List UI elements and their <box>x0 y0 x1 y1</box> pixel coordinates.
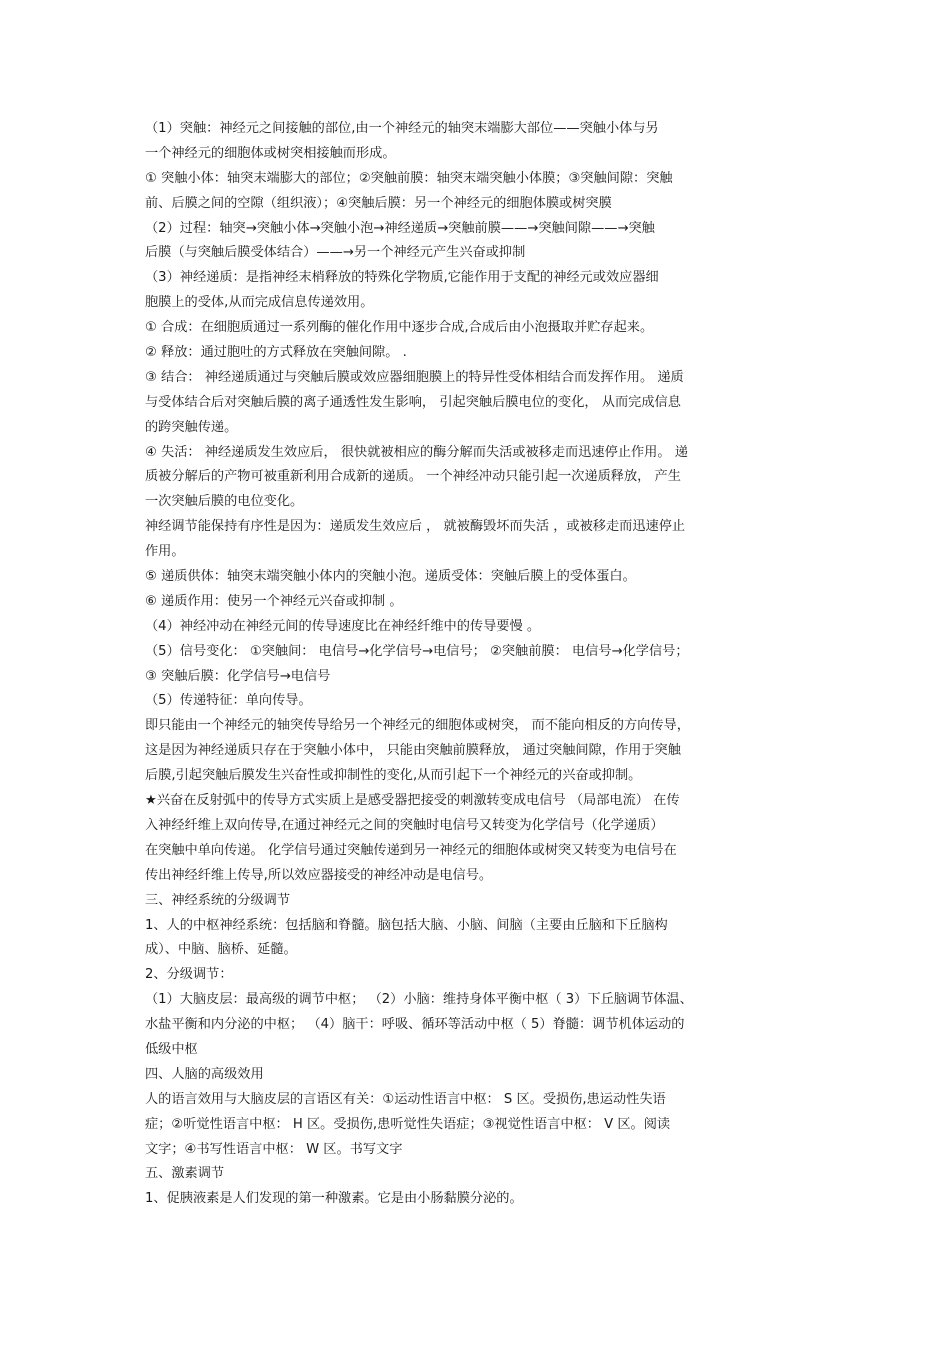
text-line: 在突触中单向传递。 化学信号通过突触传递到另一神经元的细胞体或树突又转变为电信号在 <box>145 842 677 858</box>
text-line: 水盐平衡和内分泌的中枢； （4）脑干：呼吸、循环等活动中枢（ 5）脊髓：调节机体运动的 <box>145 1017 685 1033</box>
text-line: ① 合成：在细胞质通过一系列酶的催化作用中逐步合成,合成后由小泡摄取并贮存起来。 <box>145 320 654 336</box>
text-line: （1）突触：神经元之间接触的部位,由一个神经元的轴突末端膨大部位——突触小体与另 <box>145 121 659 136</box>
text-line: 低级中枢 <box>145 1041 198 1057</box>
text-line: ③ 突触后膜：化学信号→电信号 <box>145 668 331 684</box>
section-heading: 五、激素调节 <box>145 1166 225 1182</box>
text-line: 这是因为神经递质只存在于突触小体中， 只能由突触前膜释放， 通过突触间隙，作用于突触 <box>145 743 681 759</box>
text-line: 2、分级调节： <box>145 967 233 983</box>
text-line: 成）、中脑、脑桥、延髓。 <box>145 942 297 958</box>
text-line: （4）神经冲动在神经元间的传导速度比在神经纤维中的传导要慢 。 <box>145 618 541 634</box>
section-heading: 三、神经系统的分级调节 <box>145 892 291 908</box>
text-line: （1）大脑皮层：最高级的调节中枢； （2）小脑：维持身体平衡中枢（ 3）下丘脑调节体温、 <box>145 992 693 1008</box>
text-line: 质被分解后的产物可被重新利用合成新的递质。 一个神经冲动只能引起一次递质释放， 产生 <box>145 469 681 485</box>
section-heading: 四、人脑的高级效用 <box>145 1066 264 1082</box>
text-line: 一个神经元的细胞体或树突相接触而形成。 <box>145 145 396 161</box>
text-line: 1、促胰液素是人们发现的第一种激素。它是由小肠黏膜分泌的。 <box>145 1191 523 1207</box>
text-line: 人的语言效用与大脑皮层的言语区有关：①运动性语言中枢： S 区。受损伤,患运动性失语 <box>145 1091 666 1107</box>
text-line: 神经调节能保持有序性是因为：递质发生效应后 ， 就被酶毁坏而失活 ，或被移走而迅速停止 <box>145 519 686 535</box>
text-line: 前、后膜之间的空隙（组织液）；④突触后膜：另一个神经元的细胞体膜或树突膜 <box>145 195 612 211</box>
text-line: （3）神经递质：是指神经末梢释放的特殊化学物质,它能作用于支配的神经元或效应器细 <box>145 270 659 286</box>
text-line: ⑥ 递质作用：使另一个神经元兴奋或抑制 。 <box>145 593 403 609</box>
text-line: 1、人的中枢神经系统：包括脑和脊髓。脑包括大脑、小脑、间脑（主要由丘脑和下丘脑构 <box>145 917 668 933</box>
text-line: 与受体结合后对突触后膜的离子通透性发生影响， 引起突触后膜电位的变化， 从而完成信息 <box>145 394 681 410</box>
text-line: 作用。 <box>145 544 185 560</box>
text-line: 的跨突触传递。 <box>145 419 238 435</box>
text-line: 症；②听觉性语言中枢： H 区。受损伤,患听觉性失语症；③视觉性语言中枢： V 区。阅读 <box>145 1116 671 1132</box>
text-line: ① 突触小体：轴突末端膨大的部位；②突触前膜：轴突末端突触小体膜；③突触间隙：突触 <box>145 170 673 186</box>
text-line: 入神经纤维上双向传导,在通过神经元之间的突触时电信号又转变为化学信号（化学递质） <box>145 817 664 833</box>
text-line: ③ 结合： 神经递质通过与突触后膜或效应器细胞膜上的特异性受体相结合而发挥作用。 递质 <box>145 369 684 385</box>
text-line: 一次突触后膜的电位变化。 <box>145 494 304 510</box>
text-line: （2）过程：轴突→突触小体→突触小泡→神经递质→突触前膜——→突触间隙——→突触 <box>145 220 655 236</box>
text-line: ★兴奋在反射弧中的传导方式实质上是感受器把接受的刺激转变成电信号 （局部电流） 在传 <box>145 793 680 809</box>
text-line: 胞膜上的受体,从而完成信息传递效用。 <box>145 295 374 311</box>
text-line: 文字；④书写性语言中枢： W 区。书写文字 <box>145 1141 403 1157</box>
text-line: ② 释放：通过胞吐的方式释放在突触间隙。 . <box>145 345 407 361</box>
text-line: （5）传递特征：单向传导。 <box>145 693 312 709</box>
text-line: 后膜（与突触后膜受体结合）——→另一个神经元产生兴奋或抑制 <box>145 245 526 261</box>
text-line: 即只能由一个神经元的轴突传导给另一个神经元的细胞体或树突， 而不能向相反的方向传导， <box>145 718 690 734</box>
text-line: 传出神经纤维上传导,所以效应器接受的神经冲动是电信号。 <box>145 867 493 883</box>
text-line: （5）信号变化： ①突触间： 电信号→化学信号→电信号； ②突触前膜： 电信号→化学信号； <box>145 643 689 659</box>
text-line: ④ 失活： 神经递质发生效应后， 很快就被相应的酶分解而失活或被移走而迅速停止作用。 递 <box>145 444 688 460</box>
text-line: ⑤ 递质供体：轴突末端突触小体内的突触小泡。递质受体：突触后膜上的受体蛋白。 <box>145 569 636 585</box>
text-line: 后膜,引起突触后膜发生兴奋性或抑制性的变化,从而引起下一个神经元的兴奋或抑制。 <box>145 768 642 784</box>
document-body <box>145 117 810 1212</box>
